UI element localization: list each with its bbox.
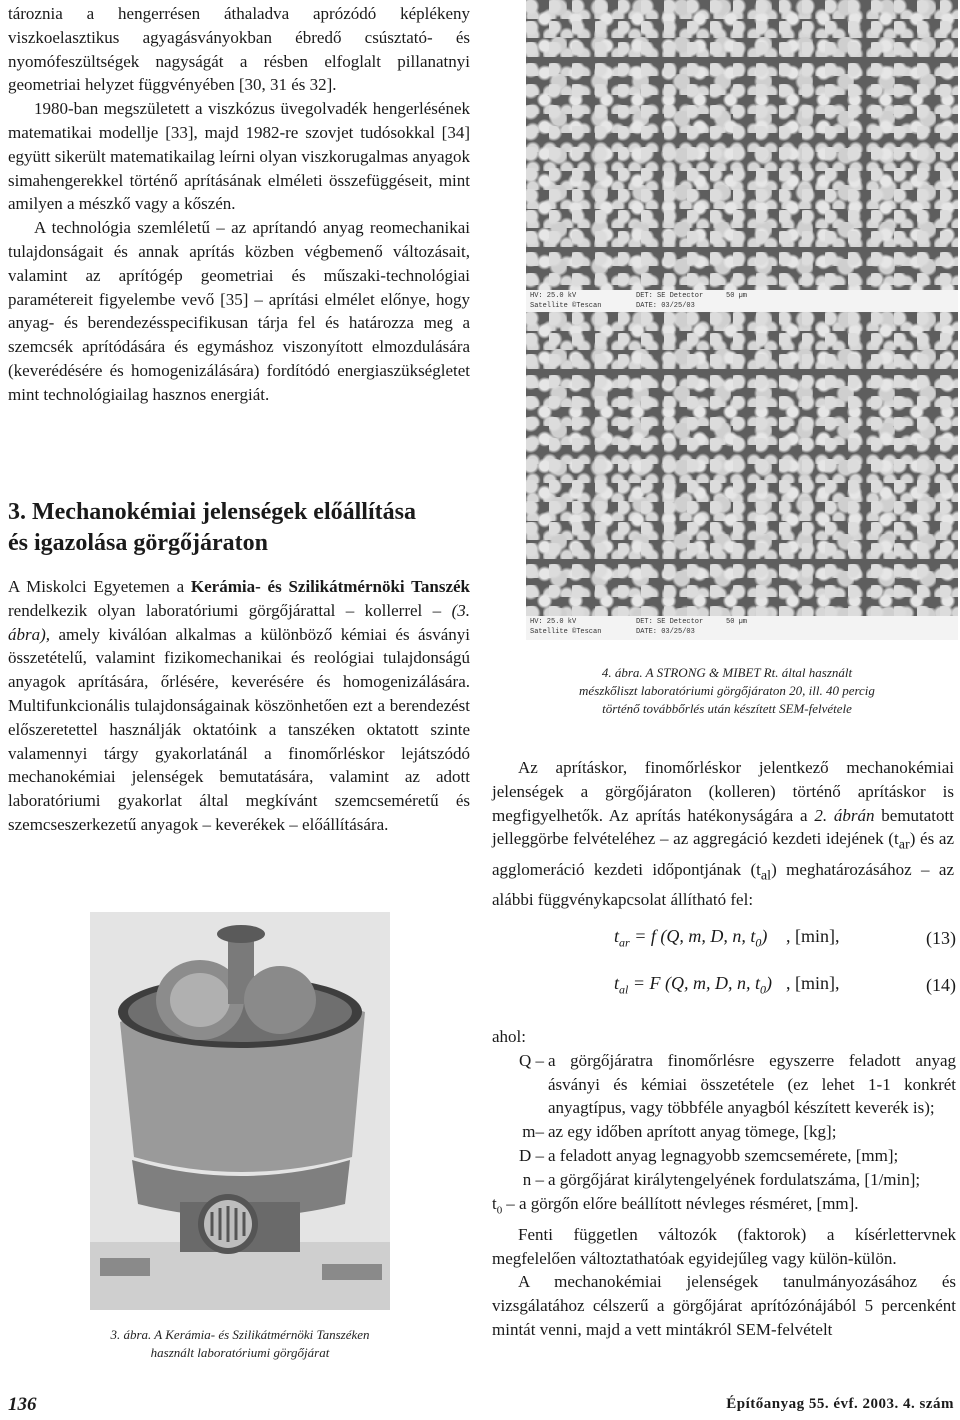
- left-column: [8, 2, 470, 407]
- right-text-block: [492, 756, 954, 912]
- figure-3-caption: 3. ábra. A Kerámia- és Szilikátmérnöki Tanszéken használt laboratóriumi görgőjárat: [110, 1327, 370, 1360]
- roller-mill-photo: [90, 912, 390, 1310]
- paragraph-6: Fenti független változók (faktorok) a kísérlettervnek megfelelően változtathatóak egyidejűleg vagy külön-külön.: [492, 1224, 956, 1268]
- variable-definitions: [492, 1025, 956, 1342]
- sem-image-bottom: [526, 312, 958, 616]
- sem-micrograph: [526, 0, 958, 640]
- section-body: [8, 575, 470, 837]
- page-number: 136: [8, 1394, 37, 1415]
- equation-13: $t_{ar} = f$ (Q, m, D, n, $t_0$) , [min], (13): [614, 926, 956, 950]
- paragraph-2: 1980-ban megszületett a viszkózus üvegolvadék hengerlésének matematikai modellje [33], majd 1982-re szovjet tudósokkal [34] együtt sikerült matematikailag leírni olyan viszkorugalmas anyagok simahengerekkel történő aprításának elméleti összefüggéseit, mint amilyen a mészkő vagy a kőszén.: [8, 99, 470, 214]
- paragraph-3: A technológia szemléletű – az aprítandó anyag reomechanikai tulajdonságait és annak aprítás közben végbemenő változásait, valamint az aprítógép geometriai és műszaki-technológiai paramétereit figyelembe vevő [35] – aprítási elmélet előnye, hogy anyag- és berendezésspecifikusan tárja fel és határozza meg a szemcsék aprítódására és egymáshoz viszonyított elmozdulására (keverédésére és homogenizálására) fordítódó energiaszükségletet mint technológiailag hasznos energiát.: [8, 218, 470, 404]
- paragraph-1: tároznia a hengerrésen áthaladva aprózódó képlékeny viszkoelasztikus agyagásványokban ébredő csúsztató- és nyomófeszültségek nagyságát a résben elfoglalt pillanatnyi geometriai helyzet függvényében [30, 31 és 32].: [8, 4, 470, 95]
- equation-14: $t_{al} = F$ (Q, m, D, n, $t_0$) , [min], (14): [614, 973, 956, 997]
- definition-item: m– az egy időben aprított anyag tömege, [kg];: [522, 1122, 837, 1142]
- definition-item: n – a görgőjárat királytengelyének fordulatszáma, [1/min];: [522, 1169, 921, 1189]
- department-name: Kerámia- és Szilikátmérnöki Tanszék: [190, 577, 470, 596]
- sem-info-bar-bottom: HV: 25.0 kV DET: SE Detector 50 µm Satellite ©Tescan DATE: 03/25/03: [526, 616, 958, 640]
- definition-item: D – a feladott anyag legnagyobb szemcsemérete, [mm];: [518, 1145, 899, 1165]
- paragraph-5: Az aprításkor, finomőrléskor jelentkező mechanokémiai jelenségek a görgőjáraton (kolleren) történő aprításkor is megfigyelhetők. Az aprítás hatékonyságára a 2. ábrán bemutatott jelleggörbe felvételéhez – az aggregáció kezdeti idejének $(t_{ar})$ és az agglomeráció kezdeti időpontjának $(t_{al})$ meghatározásához – az alábbi függvénykapcsolat állítható fel:: [492, 758, 954, 909]
- equation-14-number: (14): [926, 975, 956, 995]
- figure-2-reference: 2. ábrán: [814, 805, 875, 825]
- roller-mill-illustration: [90, 912, 390, 1310]
- heading-line-1: 3. Mechanokémiai jelenségek előállítása: [8, 499, 416, 525]
- sem-image-top: [526, 0, 958, 290]
- journal-footer: Építőanyag 55. évf. 2003. 4. szám: [726, 1396, 954, 1412]
- heading-line-2: és igazolása görgőjáraton: [8, 530, 268, 556]
- paragraph-7: A mechanokémiai jelenségek tanulmányozásához és vizsgálatához célszerű a görgőjárat aprítózónájából 5 percenként mintát venni, majd a vett mintákról SEM-felvételt: [492, 1272, 956, 1339]
- equation-13-number: (13): [926, 928, 956, 948]
- figure-3-reference: (3. ábra),: [8, 600, 470, 644]
- definition-item-t0: $t_0$ – a görgőn előre beállított névleges résméret, [mm].: [492, 1193, 859, 1216]
- paragraph-4: A Miskolci Egyetemen a Kerámia- és Szilikátmérnöki Tanszék rendelkezik olyan laboratóriumi görgőjárattal – kollerrel – (3. ábra), amely kiválóan alkalmas a különböző kémiai és ásványi összetételű, valamint fizikomechanikai és reológiai tulajdonságú anyagok aprítására, őrlésére, keverésére és homogenizálására. Multifunkcionális tulajdonságainak köszönhetően ezt a berendezést előszeretettel használják oktatóink a tanszéken oktatott szinte valamennyi tárgy gyakorlatánál a finomőrléskor lejátszódó mechanokémiai jelenségek bemutatására, valamint az adott laboratóriumi gyakorlat által megkívánt szemcseméretű és szemcseszerkezetű anyagok – keverékek – előállítására.: [8, 577, 470, 834]
- figure-4-caption: 4. ábra. A STRONG & MIBET Rt. által használt mészkőliszt laboratóriumi görgőjáraton 20, ill. 40 percig történő továbbőrlés után készített SEM-felvétele: [579, 665, 875, 716]
- section-heading: [8, 497, 478, 559]
- ahol-label: ahol:: [492, 1027, 526, 1046]
- definition-item: Q – a görgőjáratra finomőrlésre egyszerre feladott anyag ásványi és kémiai összetétele (ez lehet 1-1 konkrét anyagtípus, vagy többféle anyagból készített keverék is);: [518, 1050, 956, 1118]
- sem-info-bar-top: HV: 25.0 kV DET: SE Detector 50 µm Satellite ©Tescan DATE: 03/25/03: [526, 290, 958, 312]
